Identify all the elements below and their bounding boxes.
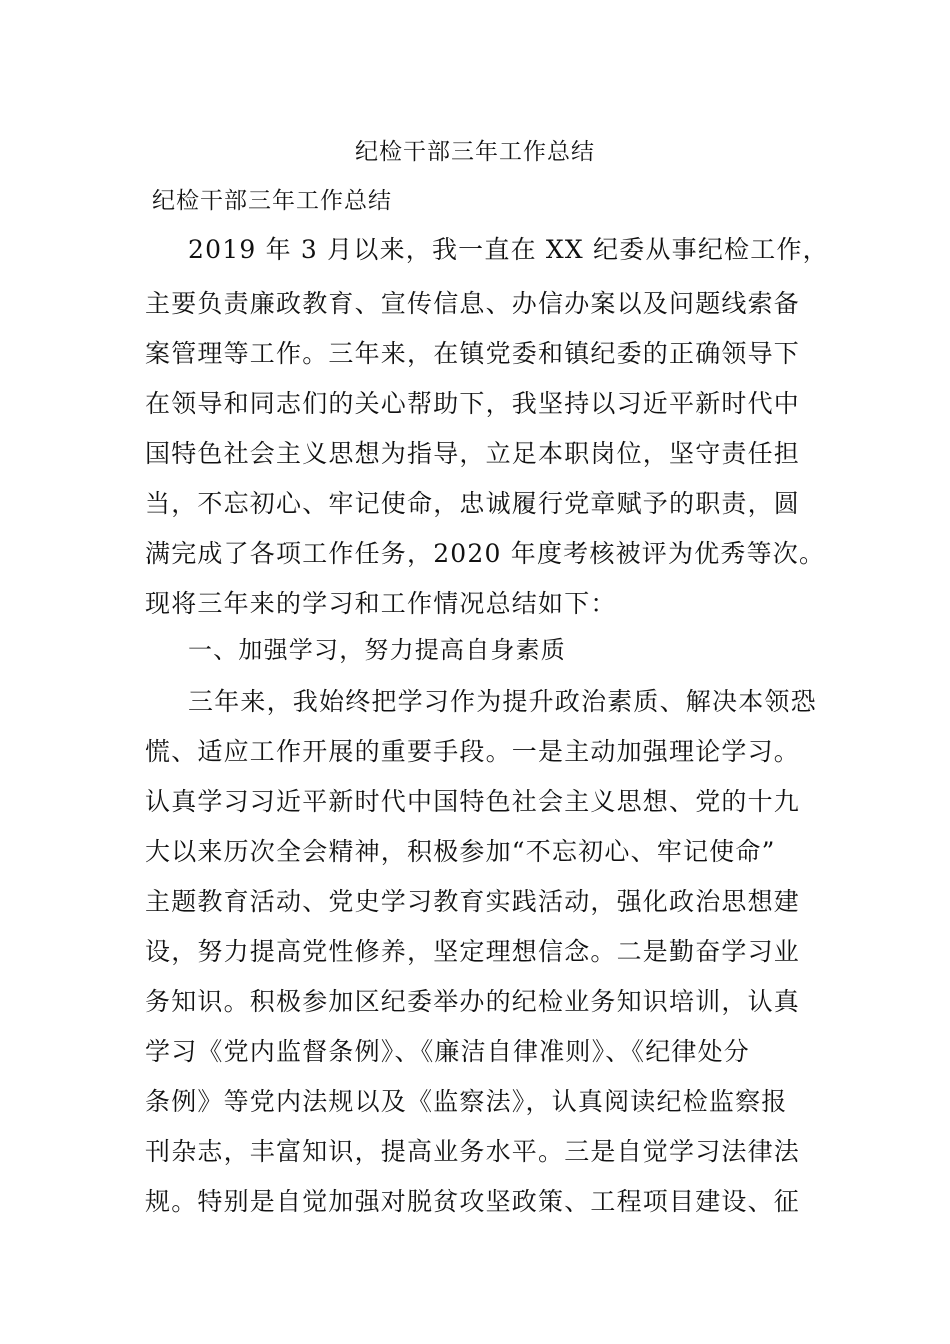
- document-title: 纪检干部三年工作总结: [355, 139, 595, 165]
- document-subtitle: 纪检干部三年工作总结: [152, 188, 392, 214]
- paragraph-line: 三年来，我始终把学习作为提升政治素质、解决本领恐: [188, 687, 817, 716]
- paragraph-line: 在领导和同志们的关心帮助下，我坚持以习近平新时代中: [145, 389, 801, 418]
- paragraph-line: 主题教育活动、党史学习教育实践活动，强化政治思想建: [145, 887, 801, 916]
- paragraph-line: 国特色社会主义思想为指导，立足本职岗位，坚守责任担: [145, 439, 801, 468]
- paragraph-line: 主要负责廉政教育、宣传信息、办信办案以及问题线索备: [145, 289, 801, 318]
- paragraph-line: 条例》等党内法规以及《监察法》，认真阅读纪检监察报: [145, 1087, 788, 1116]
- paragraph-line: 大以来历次全会精神，积极参加“不忘初心、牢记使命”: [145, 837, 776, 866]
- paragraph-line: 学习《党内监督条例》、《廉洁自律准则》、《纪律处分: [145, 1037, 751, 1066]
- paragraph-line: 满完成了各项工作任务，2020 年度考核被评为优秀等次。: [145, 539, 826, 568]
- paragraph-line: 务知识。积极参加区纪委举办的纪检业务知识培训，认真: [145, 987, 801, 1016]
- paragraph-line: 设，努力提高党性修养，坚定理想信念。二是勤奋学习业: [145, 937, 801, 966]
- paragraph-line: 案管理等工作。三年来，在镇党委和镇纪委的正确领导下: [145, 339, 801, 368]
- paragraph-line: 慌、适应工作开展的重要手段。一是主动加强理论学习。: [145, 737, 801, 766]
- paragraph-line: 2019 年 3 月以来，我一直在 XX 纪委从事纪检工作，: [188, 235, 829, 264]
- paragraph-line: 认真学习习近平新时代中国特色社会主义思想、党的十九: [145, 787, 801, 816]
- paragraph-line: 规。特别是自觉加强对脱贫攻坚政策、工程项目建设、征: [145, 1187, 801, 1216]
- paragraph-line: 现将三年来的学习和工作情况总结如下：: [145, 589, 617, 618]
- paragraph-line: 当，不忘初心、牢记使命，忠诚履行党章赋予的职责，圆: [145, 489, 801, 518]
- section-heading: 一、加强学习，努力提高自身素质: [188, 636, 566, 664]
- paragraph-line: 刊杂志，丰富知识，提高业务水平。三是自觉学习法律法: [145, 1137, 801, 1166]
